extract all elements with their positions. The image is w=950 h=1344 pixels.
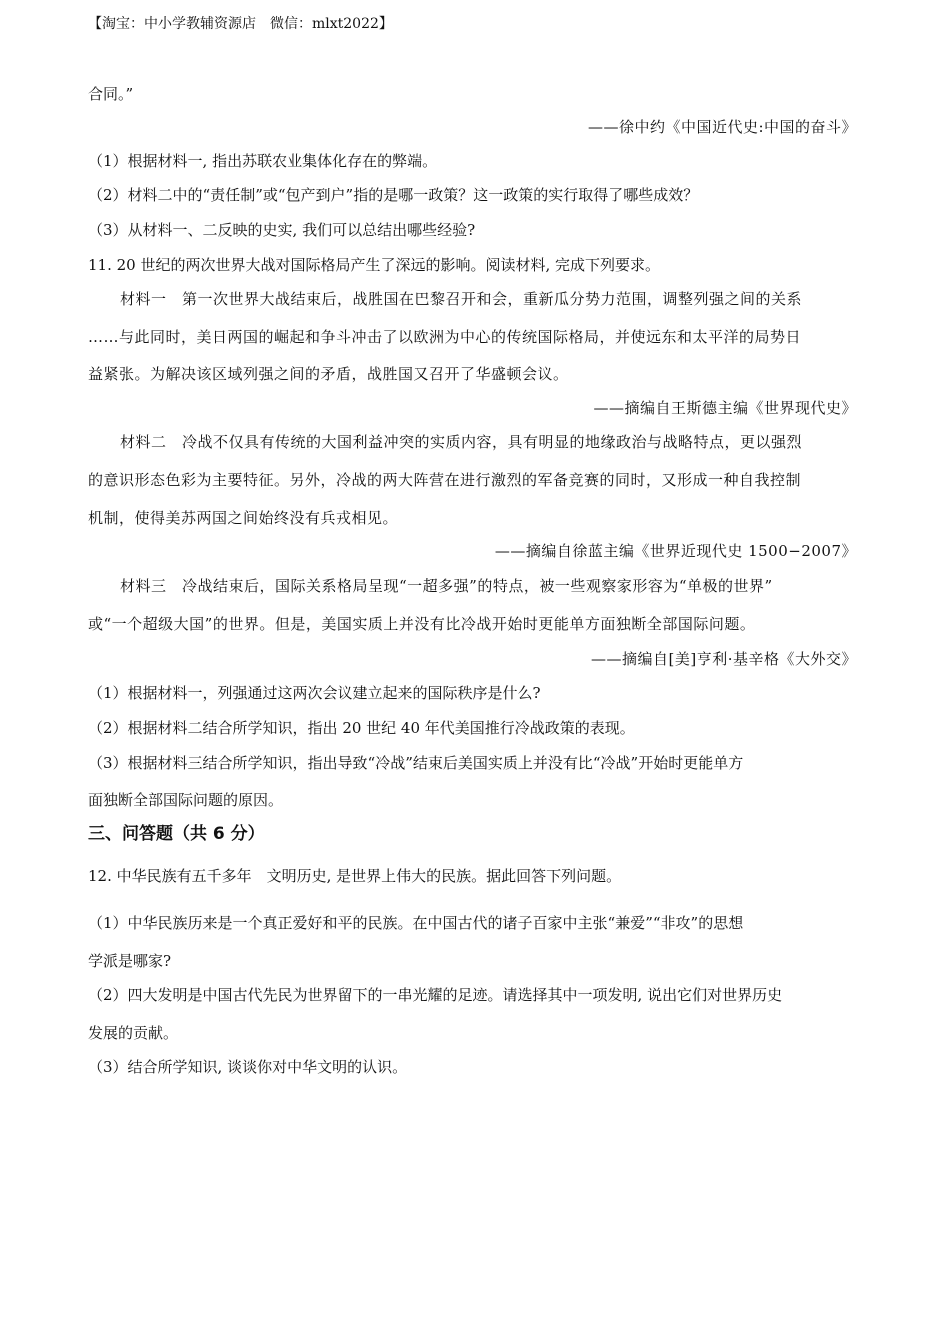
q10-subquestion-2: （2）材料二中的“责任制”或“包产到户”指的是哪一政策？这一政策的实行取得了哪些成效？ xyxy=(88,186,699,204)
q11-material2-line2: 的意识形态色彩为主要特征。另外，冷战的两大阵营在进行激烈的军备竞赛的同时，又形成一种自我控制 xyxy=(88,471,802,489)
q12-subquestion-2-line2: 发展的贡献。 xyxy=(88,1024,179,1042)
q12-subquestion-2-line1: （2）四大发明是中国古代先民为世界留下的一串光耀的足迹。请选择其中一项发明, 说出它们对世界历史 xyxy=(88,986,783,1004)
q11-subquestion-1: （1）根据材料一，列强通过这两次会议建立起来的国际秩序是什么? xyxy=(88,684,541,702)
q11-material3-line2: 或“一个超级大国”的世界。但是，美国实质上并没有比冷战开始时更能单方面独断全部国际问题。 xyxy=(88,615,756,633)
q11-subquestion-3-line1: （3）根据材料三结合所学知识，指出导致“冷战”结束后美国实质上并没有比“冷战”开始时更能单方 xyxy=(88,754,744,772)
section-3-title: 三、问答题（共 6 分） xyxy=(88,824,265,844)
q12-subquestion-3: （3）结合所学知识, 谈谈你对中华文明的认识。 xyxy=(88,1058,408,1076)
q11-material3-line1: 材料三 冷战结束后，国际关系格局呈现“一超多强”的特点，被一些观察家形容为“单极的世界” xyxy=(120,577,773,595)
q11-material2-line1: 材料二 冷战不仅具有传统的大国利益冲突的实质内容，具有明显的地缘政治与战略特点，更以强烈 xyxy=(120,433,803,451)
q11-subquestion-2: （2）根据材料二结合所学知识，指出 20 世纪 40 年代美国推行冷战政策的表现。 xyxy=(88,719,635,737)
q12-stem: 12. 中华民族有五千多年 文明历史, 是世界上伟大的民族。据此回答下列问题。 xyxy=(88,867,622,885)
q11-stem: 11. 20 世纪的两次世界大战对国际格局产生了深远的影响。阅读材料, 完成下列要求。 xyxy=(88,256,661,274)
q11-material3-source: ——摘编自[美]亨利·基辛格《大外交》 xyxy=(591,650,857,668)
q11-material1-source: ——摘编自王斯德主编《世界现代史》 xyxy=(593,399,857,417)
q10-subquestion-1: （1）根据材料一, 指出苏联农业集体化存在的弊端。 xyxy=(88,152,438,170)
q12-subquestion-1-line2: 学派是哪家? xyxy=(88,952,172,970)
q11-material1-line1: 材料一 第一次世界大战结束后，战胜国在巴黎召开和会，重新瓜分势力范围，调整列强之间的关系 xyxy=(120,290,803,308)
page-header-shop-info: 【淘宝：中小学教辅资源店 微信：mlxt2022】 xyxy=(88,16,393,32)
q11-material2-line3: 机制，使得美苏两国之间始终没有兵戎相见。 xyxy=(88,509,399,527)
q11-subquestion-3-line2: 面独断全部国际问题的原因。 xyxy=(88,791,284,809)
q10-subquestion-3: （3）从材料一、二反映的史实, 我们可以总结出哪些经验? xyxy=(88,221,476,239)
q11-material2-source: ——摘编自徐蓝主编《世界近现代史 1500−2007》 xyxy=(494,542,857,560)
q11-material1-line2: ……与此同时，美日两国的崛起和争斗冲击了以欧洲为中心的传统国际格局，并使远东和太平洋的局势日 xyxy=(88,328,802,346)
q10-material-tail: 合同。” xyxy=(88,85,134,103)
q11-material1-line3: 益紧张。为解决该区域列强之间的矛盾，战胜国又召开了华盛顿会议。 xyxy=(88,365,569,383)
q10-source: ——徐中约《中国近代史:中国的奋斗》 xyxy=(587,118,857,136)
q12-subquestion-1-line1: （1）中华民族历来是一个真正爱好和平的民族。在中国古代的诸子百家中主张“兼爱”“非攻”的思想 xyxy=(88,914,744,932)
